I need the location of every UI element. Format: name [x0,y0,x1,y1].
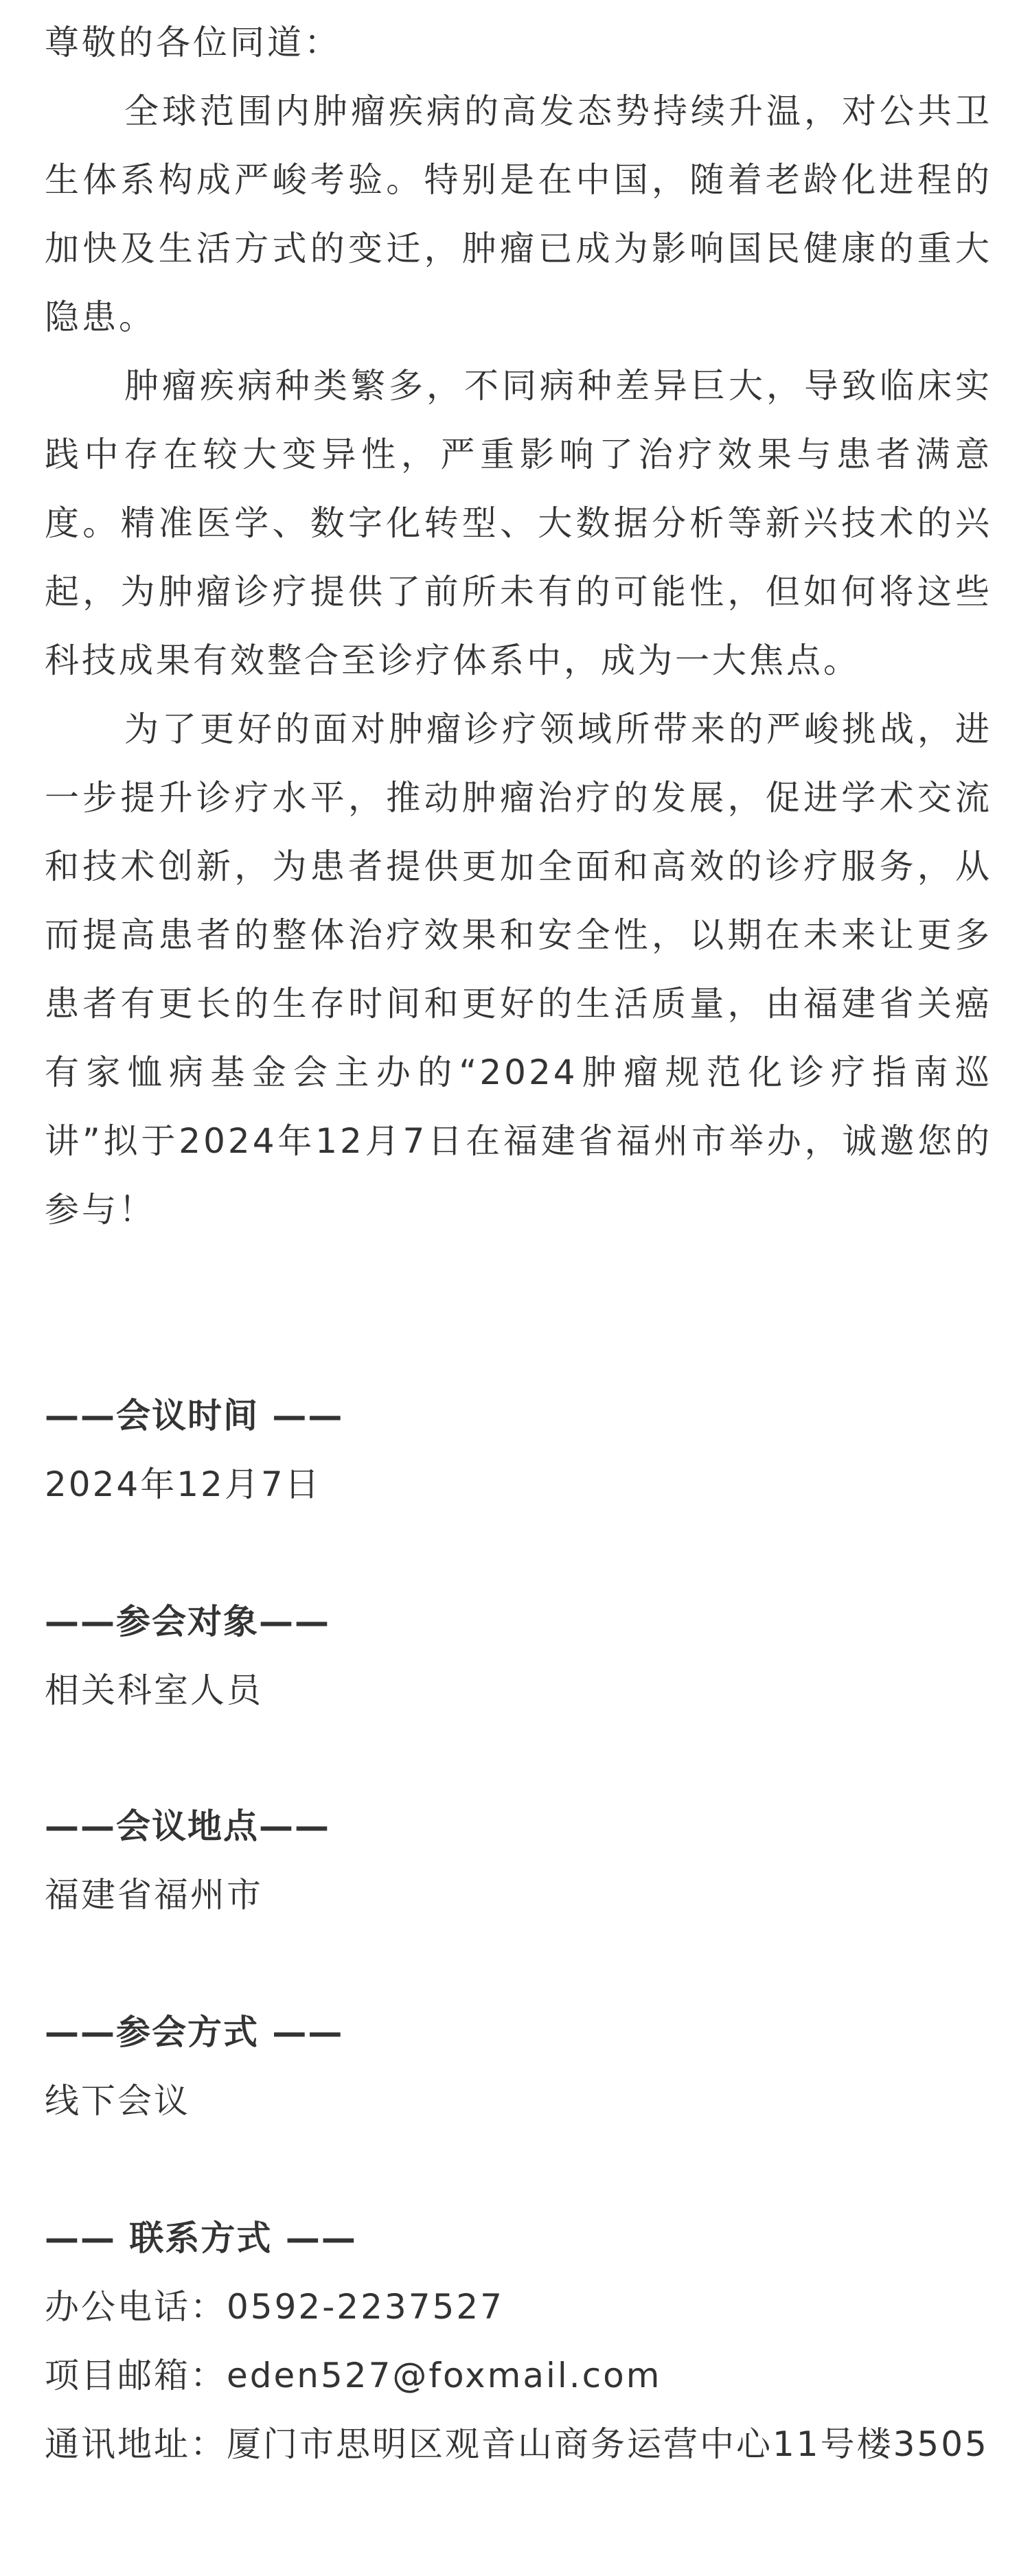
section-heading-location: ——会议地点—— [45,1806,330,1846]
section-format [45,1998,992,2135]
section-heading-format: ——参会方式 —— [45,2012,344,2052]
section-meeting-time [45,1381,992,1519]
audience-value: 相关科室人员 [45,1670,263,1710]
contact-email: 项目邮箱：eden527@foxmail.com [45,2356,662,2395]
greeting: 尊敬的各位同道： [45,23,341,62]
section-contact [45,2204,992,2479]
section-heading-time: ——会议时间 —— [45,1396,344,1436]
invitation-letter [45,0,992,2464]
section-heading-contact: —— 联系方式 —— [45,2218,357,2258]
section-location [45,1792,992,1929]
meeting-date: 2024年12月7日 [45,1464,321,1504]
contact-phone: 办公电话：0592-2237527 [45,2287,504,2327]
contact-address: 通讯地址：厦门市思明区观音山商务运营中心11号楼3505 [45,2424,989,2464]
location-value: 福建省福州市 [45,1875,263,1915]
format-value: 线下会议 [45,2081,190,2121]
paragraph-intro: 全球范围内肿瘤疾病的高发态势持续升温，对公共卫生体系构成严峻考验。特别是在中国，随着老龄化进程的加快及生活方式的变迁，肿瘤已成为影响国民健康的重大隐患。 [45,91,992,337]
paragraph-challenges: 肿瘤疾病种类繁多，不同病种差异巨大，导致临床实践中存在较大变异性，严重影响了治疗效果与患者满意度。精准医学、数字化转型、大数据分析等新兴技术的兴起，为肿瘤诊疗提供了前所未有的可能性，但如何将这些科技成果有效整合至诊疗体系中，成为一大焦点。 [45,366,992,680]
paragraph-invitation: 为了更好的面对肿瘤诊疗领域所带来的严峻挑战，进一步提升诊疗水平，推动肿瘤治疗的发展，促进学术交流和技术创新，为患者提供更加全面和高效的诊疗服务，从而提高患者的整体治疗效果和安全性，以期在未来让更多患者有更长的生存时间和更好的生活质量，由福建省关癌有家恤病基金会主办的“2024肿瘤规范化诊疗指南巡讲”拟于2024年12月7日在福建省福州市举办，诚邀您的参与！ [45,709,992,1230]
section-heading-audience: ——参会对象—— [45,1602,330,1642]
section-audience [45,1587,992,1725]
